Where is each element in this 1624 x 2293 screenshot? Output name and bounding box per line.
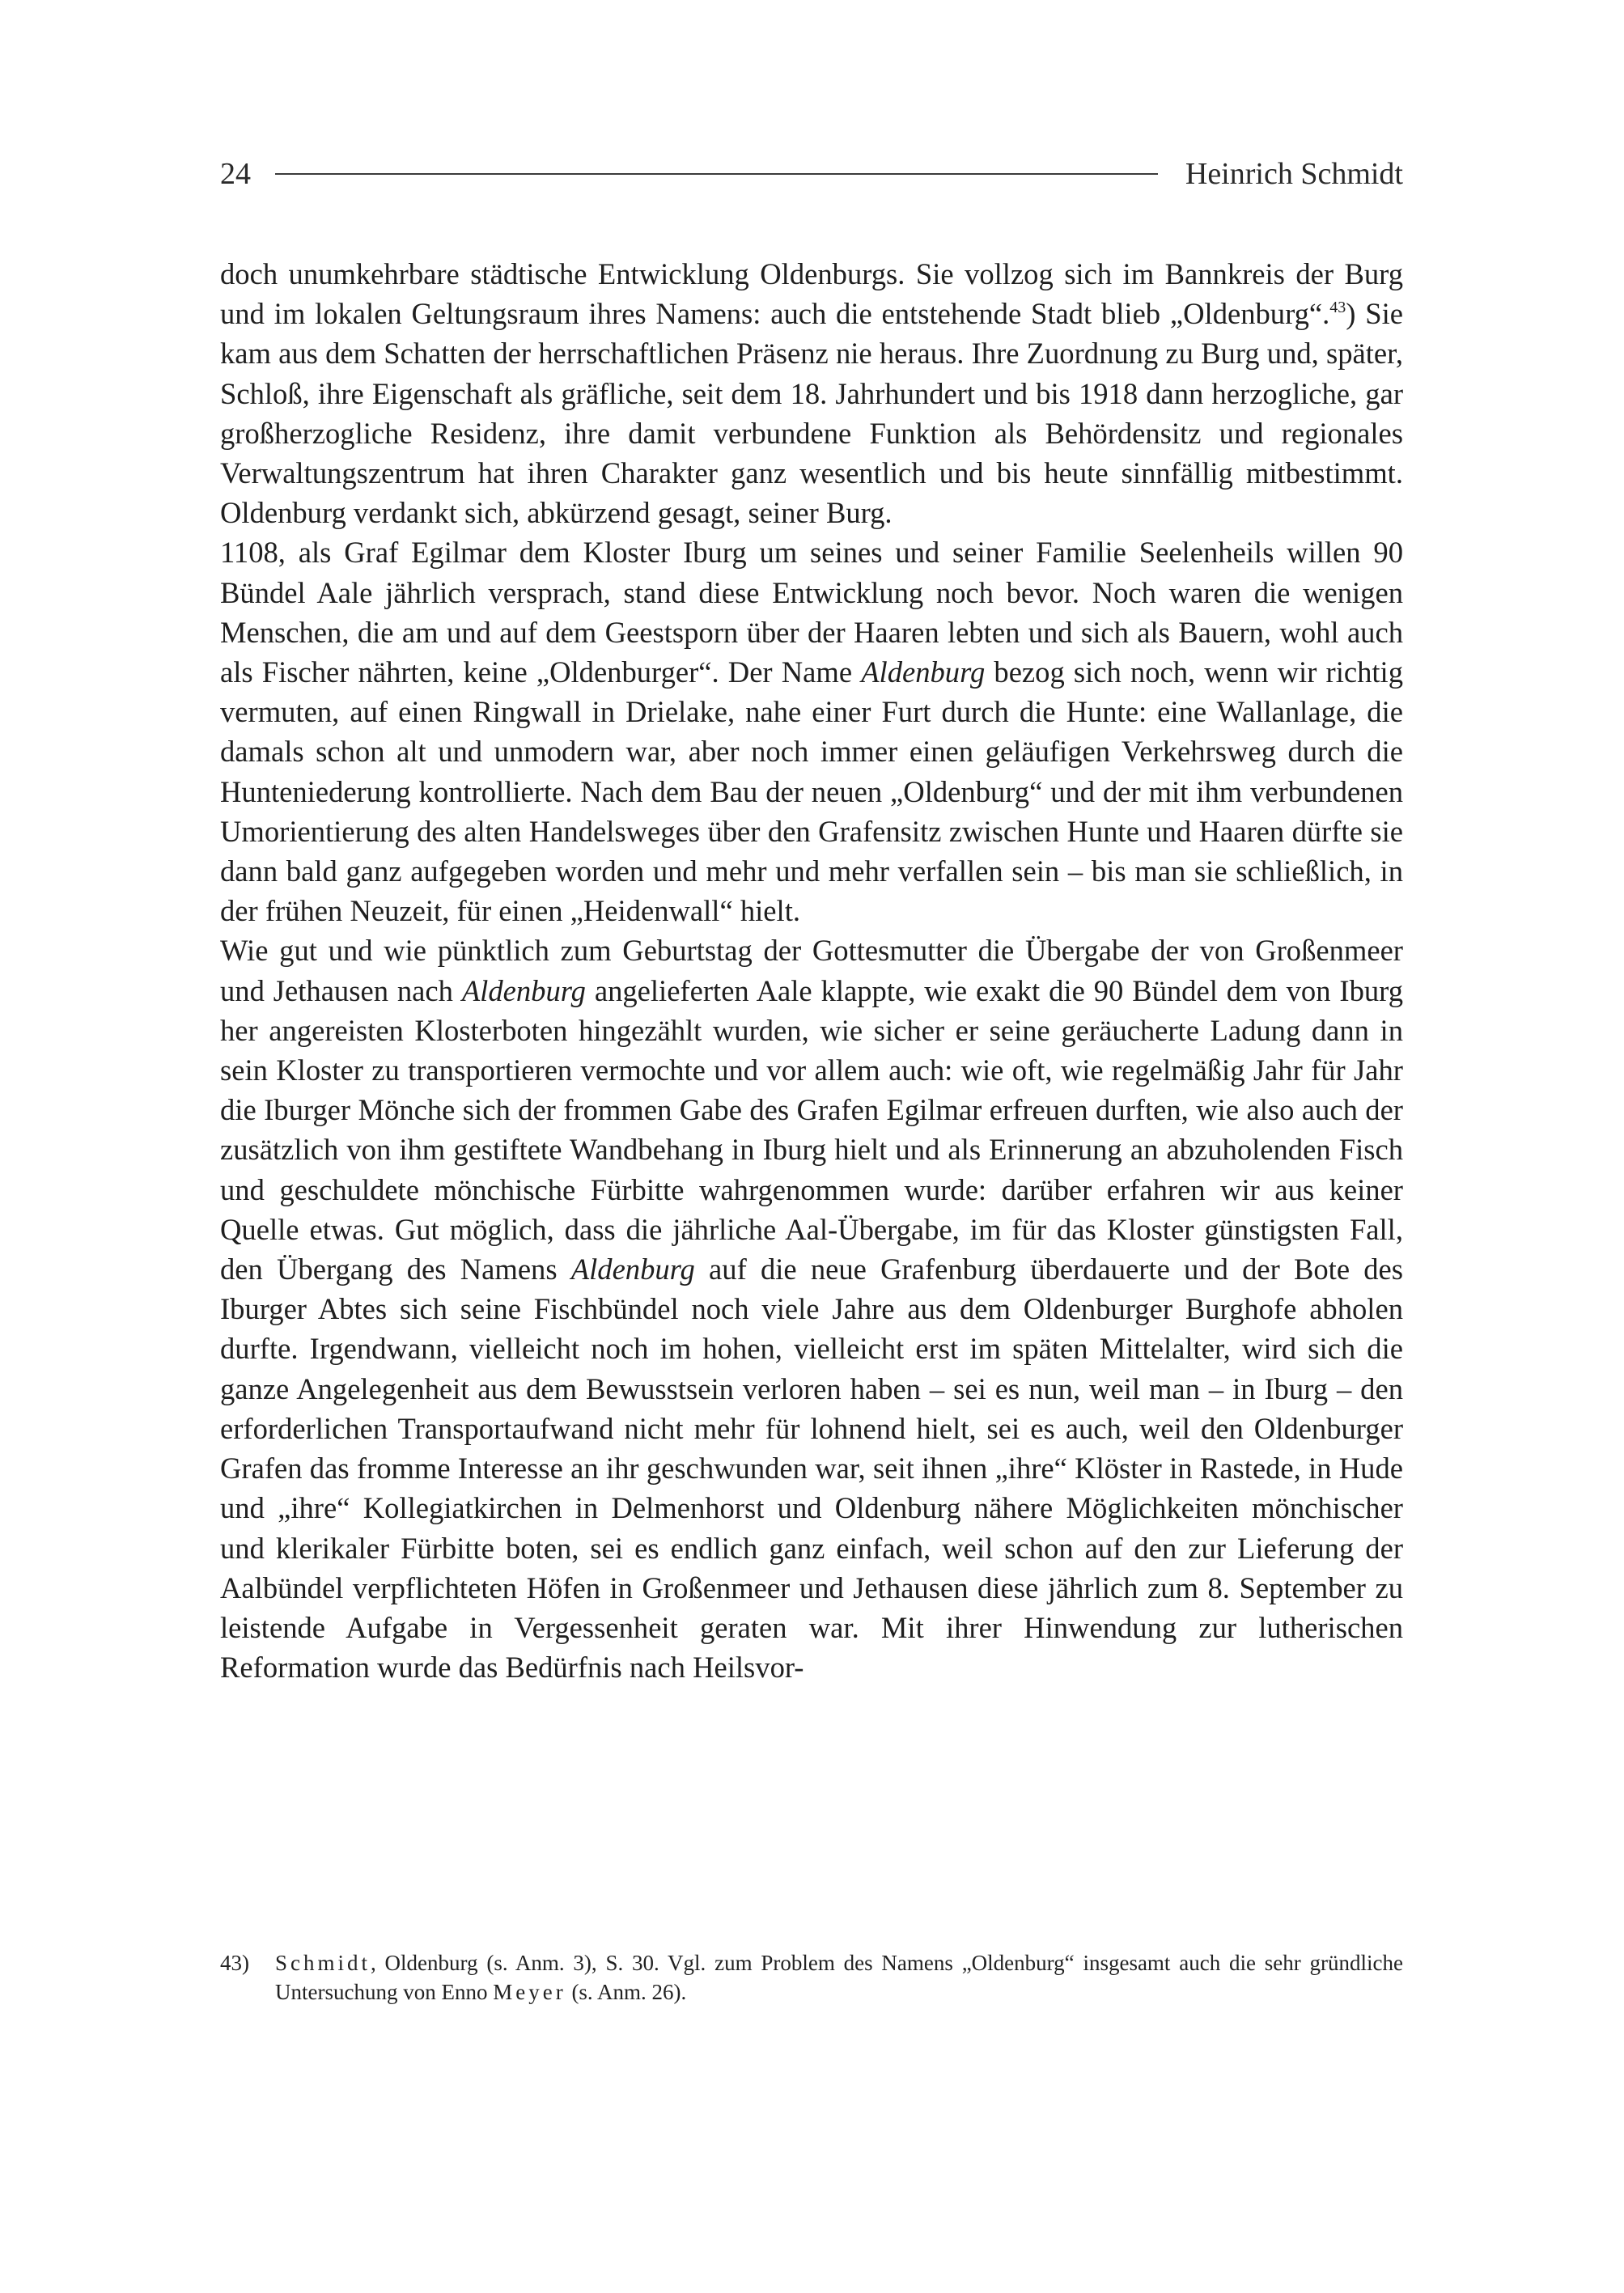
- paragraph-1-text-b: ) Sie kam aus dem Schatten der herrschaftlichen Präsenz nie heraus. Ihre Zuordnung zu Burg und, später, Schloß, ihre Eigenschaft als gräfliche, seit dem 18. Jahrhundert und bis 1918 dann herzogliche, gar großherzogliche Residenz, ihre damit verbundene Funktion als Behördensitz und regionales Verwaltungszentrum hat ihren Charakter ganz wesentlich und bis heute sinnfällig mitbestimmt. Oldenburg verdankt sich, abkürzend gesagt, seiner Burg.: [220, 297, 1403, 530]
- paragraph-3-italic-name-1: Aldenburg: [461, 973, 586, 1007]
- footnote-number: 43): [220, 1951, 249, 1975]
- paragraph-3-text-c: auf die neue Grafenburg überdauerte und der Bote des Iburger Abtes sich seine Fischbündel noch viele Jahre aus dem Oldenburger Burghofe abholen durfte. Irgendwann, vielleicht noch im hohen, vielleicht erst im späten Mittelalter, wird sich die ganze Angelegenheit aus dem Bewusstsein verloren haben – sei es nun, weil man – in Iburg – den erforderlichen Transportaufwand nicht mehr für lohnend hielt, sei es auch, weil den Oldenburger Grafen das fromme Interesse an ihr geschwunden war, seit ihnen „ihre“ Klöster in Rastede, in Hude und „ihre“ Kollegiatkirchen in Delmenhorst und Oldenburg nähere Möglichkeiten mönchischer und klerikaler Fürbitte boten, sei es endlich ganz einfach, weil schon auf den zur Lieferung der Aalbündel verpflichteten Höfen in Großenmeer und Jethausen diese jährlich zum 8. September zu leistende Aufgabe in Vergessenheit geraten war. Mit ihrer Hinwendung zur lutherischen Reformation wurde das Bedürfnis nach Heilsvor-: [220, 1252, 1404, 1685]
- footnote-43: [220, 1948, 1403, 2007]
- page: [220, 154, 1403, 1687]
- paragraph-2-text-a: 1108, als Graf Egilmar dem Kloster Iburg um seines und seiner Familie Seelenheils willen 90 Bündel Aale jährlich versprach, stand diese Entwicklung noch bevor. Noch waren die wenigen Menschen, die am und auf dem Geestsporn über der Haaren lebten und sich als Bauern, wohl auch als Fischer nährten, keine „Oldenburger“. Der Name: [220, 536, 1403, 689]
- footnote-author-1: Schmidt: [275, 1951, 371, 1975]
- footnote-author-2: Meyer: [493, 1980, 566, 2004]
- paragraph-2-italic-name: Aldenburg: [861, 655, 986, 689]
- paragraph-1: [220, 254, 1403, 532]
- body-text: [220, 254, 1403, 1687]
- footnote-reference[interactable]: 43: [1329, 299, 1346, 317]
- running-head-author: Heinrich Schmidt: [1185, 157, 1403, 191]
- running-head: [220, 154, 1403, 194]
- header-rule: [275, 173, 1158, 175]
- footnote-body: [275, 1948, 1403, 2007]
- paragraph-3-italic-name-2: Aldenburg: [570, 1252, 695, 1286]
- paragraph-2: [220, 532, 1403, 930]
- paragraph-3-text-b: angelieferten Aale klappte, wie exakt die 90 Bündel dem von Iburg her angereisten Klosterboten hingezählt wurden, wie sicher er seine geräucherte Ladung dann in sein Kloster zu transportieren vermochte und vor allem auch: wie oft, wie regelmäßig Jahr für Jahr die Iburger Mönche sich der frommen Gabe des Grafen Egilmar erfreuen durften, wie also auch der zusätzlich von ihm gestiftete Wandbehang in Iburg hielt und als Erinnerung an abzuholenden Fisch und geschuldete mönchische Fürbitte wahrgenommen wurde: darüber erfahren wir aus keiner Quelle etwas. Gut möglich, dass die jährliche Aal-Übergabe, im für das Kloster günstigsten Fall, den Übergang des Namens: [220, 973, 1403, 1286]
- paragraph-2-text-b: bezog sich noch, wenn wir richtig vermuten, auf einen Ringwall in Drielake, nahe einer Furt durch die Hunte: eine Wallanlage, die damals schon alt und unmodern war, aber noch immer einen geläufigen Verkehrsweg durch die Hunteniederung kontrollierte. Nach dem Bau der neuen „Oldenburg“ und der mit ihm verbundenen Umorientierung des alten Handelsweges über den Grafensitz zwischen Hunte und Haaren dürfte sie dann bald ganz aufgegeben worden und mehr und mehr verfallen sein – bis man sie schließlich, in der frühen Neuzeit, für einen „Heidenwall“ hielt.: [220, 655, 1404, 928]
- paragraph-1-text-a: doch unumkehrbare städtische Entwicklung Oldenburgs. Sie vollzog sich im Bannkreis der Burg und im lokalen Geltungsraum ihres Namens: auch die entstehende Stadt blieb „Oldenburg“.: [220, 257, 1403, 331]
- footnote-text-2: (s. Anm. 26).: [566, 1980, 687, 2004]
- footnote-text-1: , Oldenburg (s. Anm. 3), S. 30. Vgl. zum Problem des Namens „Oldenburg“ insgesamt auch die sehr gründliche Untersuchung von Enno: [275, 1951, 1403, 2004]
- paragraph-3: [220, 930, 1403, 1687]
- paragraph-3-text-a: Wie gut und wie pünktlich zum Geburtstag der Gottesmutter die Übergabe der von Großenmeer und Jethausen nach: [220, 934, 1403, 1007]
- page-number: 24: [220, 157, 251, 191]
